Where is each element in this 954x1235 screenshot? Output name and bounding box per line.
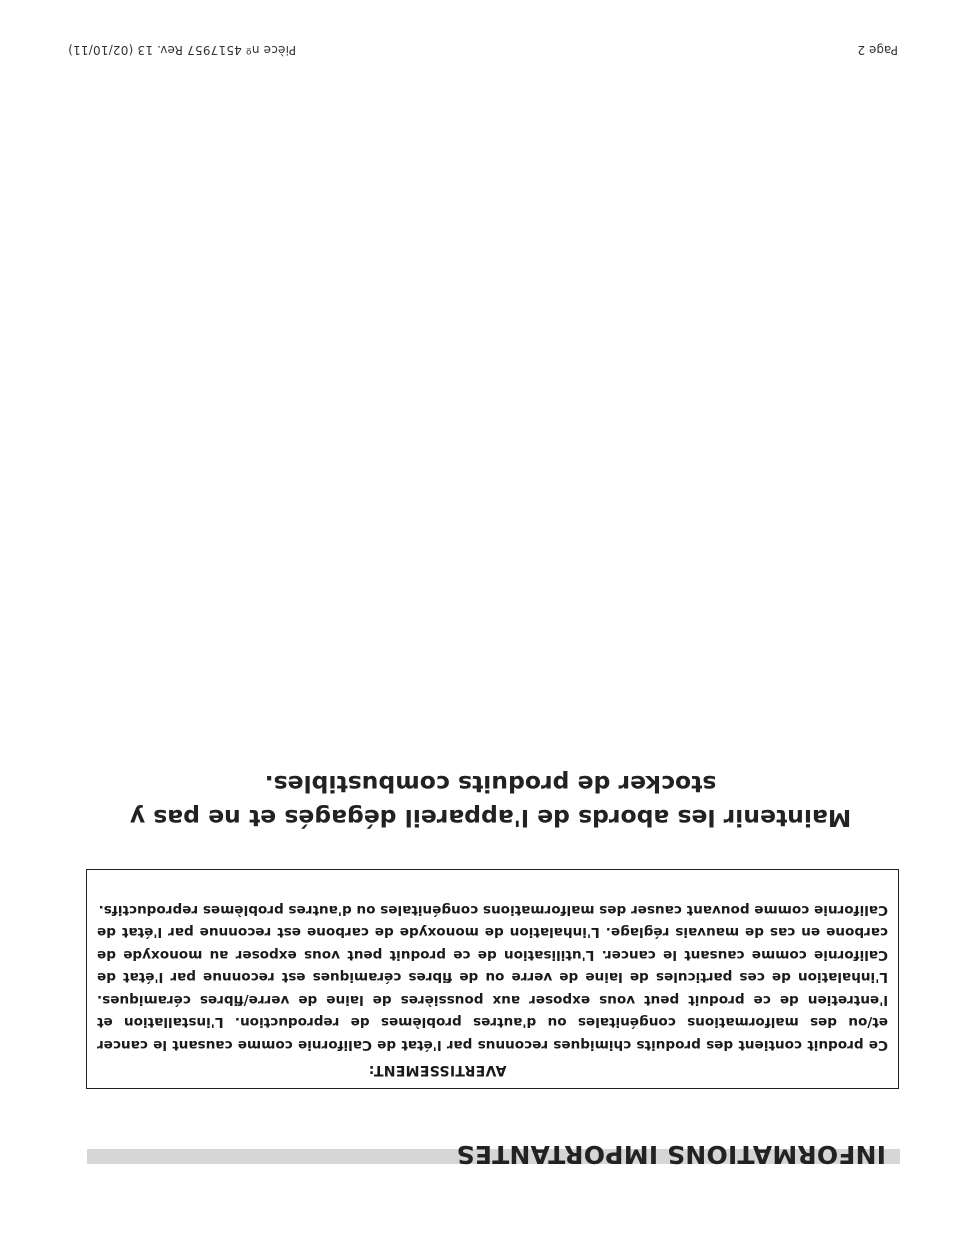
warning-box xyxy=(86,869,899,1089)
footer-part-number: Pièce nº 4517957 Rev. 13 (02/10/11) xyxy=(68,43,297,57)
warning-heading: AVERTISSEMENT: xyxy=(368,1062,507,1078)
section-title: INFORMATIONS IMPORTANTES xyxy=(456,1140,886,1169)
footer-page-number: Page 2 xyxy=(857,43,898,57)
warning-body: Ce produit contient des produits chimiques reconnus par l'état de Californie comme causant le cancer et/ou des malformations congénitales ou d'autres problèmes de reproduction. L'installation et l'entretien de ce produit peut vous exposer aux poussières de laine de verre/fibres céramiques. L'inhalation de ces particules de laine de verre ou de fibres céramiques est reconnue par l'état de Californie comme causant le cancer. L'utilisation de ce produit peut vous exposer au monoxyde de carbone en cas de mauvais réglage. L'inhalation de monoxyde de carbone est reconnue par l'état de Californie comme pouvant causer des malformations congénitales ou d'autres problèmes reproductifs. xyxy=(97,902,888,1053)
keep-clear-notice: Maintenir les abords de l'appareil dégagés et ne pas y stocker de produits combustibles. xyxy=(129,770,852,832)
